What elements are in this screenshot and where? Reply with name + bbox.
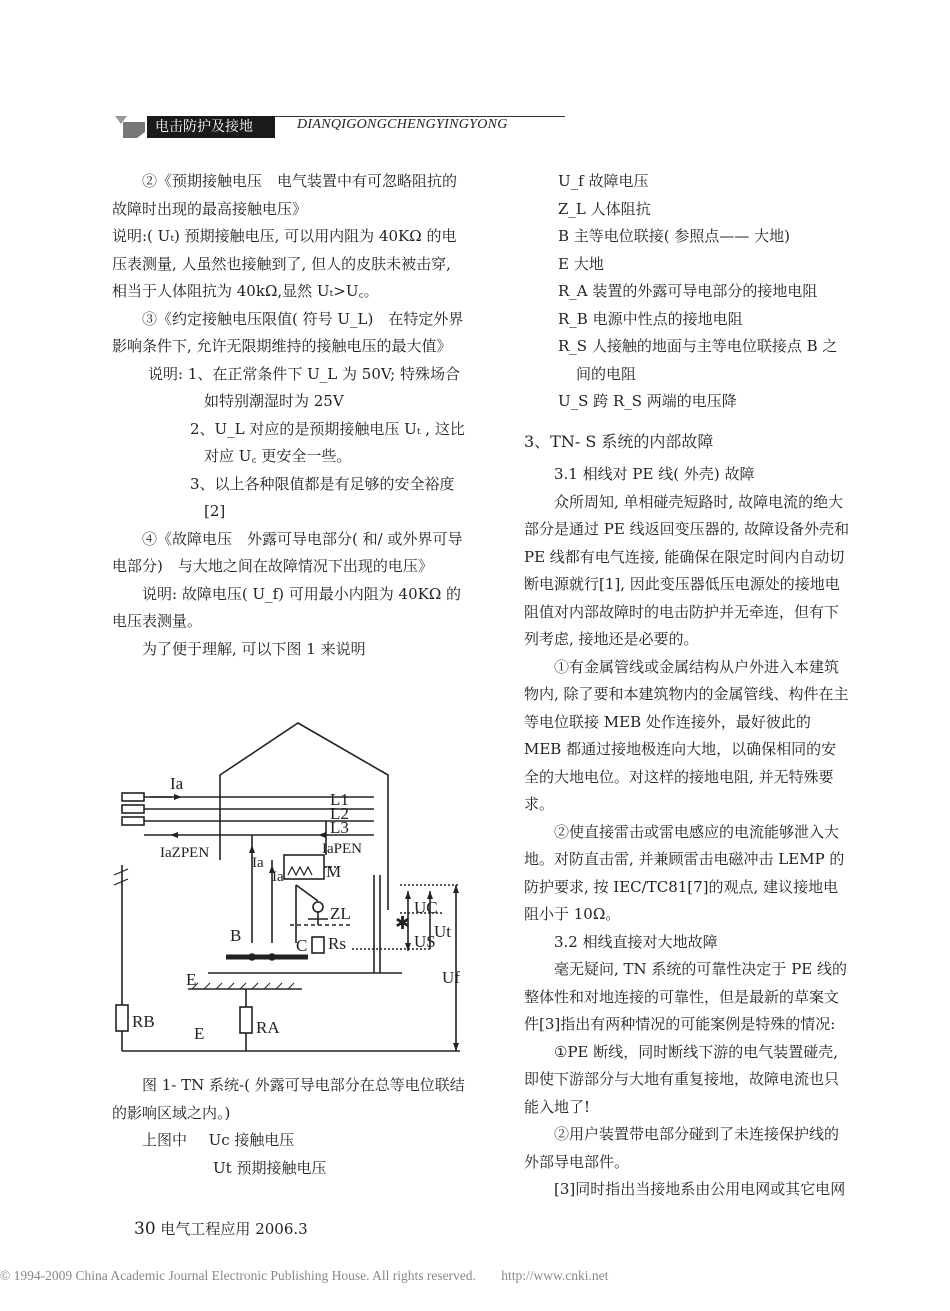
legend-entry: R_S 人接触的地面与主等电位联接点 B 之间的电阻 bbox=[558, 337, 838, 383]
legend-entry: R_B 电源中性点的接地电阻 bbox=[558, 309, 743, 328]
arrow-ia-pen bbox=[170, 832, 178, 838]
legend-entry: R_A 装置的外露可导电部分的接地电阻 bbox=[558, 282, 818, 300]
journal-issue: 电气工程应用 2006.3 bbox=[160, 1220, 308, 1238]
building-outline bbox=[220, 723, 388, 910]
legend-entry: Z_L 人体阻抗 bbox=[558, 199, 651, 218]
paragraph: 说明:( Uₜ) 预期接触电压, 可以用内阻为 40KΩ 的电压表测量, 人虽然也接触到了, 但人的皮肤未被击穿, 相当于人体阻抗为 40kΩ,显然 Uₜ>U꜀。 bbox=[112, 227, 457, 300]
label-b: B bbox=[230, 926, 242, 945]
label-uc: UC bbox=[414, 898, 438, 917]
paragraph: [3]同时指出当接地系由公用电网或其它电网 bbox=[554, 1180, 846, 1198]
legend-intro: 上图中 bbox=[142, 1131, 188, 1149]
header-section-label: 电击防护及接地 bbox=[147, 116, 275, 138]
subsection-heading: 3.2 相线直接对大地故障 bbox=[554, 932, 718, 951]
label-e-top: E bbox=[186, 970, 197, 989]
label-ia-appliance: Ia bbox=[272, 869, 284, 885]
resistor-ra bbox=[240, 1007, 252, 1033]
paragraph: 说明: 故障电压( U_f) 可用最小内阻为 40KΩ 的电压表测量。 bbox=[112, 584, 462, 630]
copyright-notice bbox=[0, 1268, 950, 1284]
transformer-terminal bbox=[122, 817, 144, 825]
legend-entry: U_f 故障电压 bbox=[558, 172, 649, 190]
legend-entry: U_S 跨 R_S 两端的电压降 bbox=[558, 392, 737, 410]
page-number: 30 bbox=[134, 1219, 156, 1239]
label-ra: RA bbox=[256, 1018, 280, 1037]
paragraph: ②用户装置带电部分碰到了未连接保护线的外部导电部件。 bbox=[524, 1125, 840, 1171]
paragraph: ②《预期接触电压 电气装置中有可忽略阻抗的故障时出现的最高接触电压》 bbox=[112, 172, 458, 218]
label-zl: ZL bbox=[330, 904, 351, 923]
right-column bbox=[524, 168, 850, 1204]
header-ornament-icon bbox=[115, 116, 145, 138]
label-ia: Ia bbox=[170, 774, 184, 793]
tn-system-diagram bbox=[112, 715, 469, 1065]
label-ut: Ut bbox=[434, 922, 451, 941]
transformer-terminal bbox=[122, 793, 144, 801]
legend-text: 预期接触电压 bbox=[236, 1158, 327, 1177]
label-rs: Rs bbox=[328, 934, 346, 953]
copyright-text: © 1994-2009 China Academic Journal Electronic Publishing House. All rights reserved. bbox=[0, 1268, 476, 1283]
label-uf: Uf bbox=[442, 968, 460, 987]
figure-caption: 图 1- TN 系统-( 外露可导电部分在总等电位联结的影响区域之内。) bbox=[112, 1076, 465, 1122]
label-us: US bbox=[414, 932, 436, 951]
paragraph: ②使直接雷击或雷电感应的电流能够泄入大地。对防直击雷, 并兼顾雷击电磁冲击 LEMP 的防护要求, 按 IEC/TC81[7]的观点, 建议接地电阻小于 10Ω。 bbox=[524, 822, 845, 923]
paragraph: ④《故障电压 外露可导电部分( 和/ 或外界可导电部分) 与大地之间在故障情况下出现的电压》 bbox=[112, 529, 463, 575]
header-journal-pinyin: DIANQIGONGCHENGYINGYONG bbox=[297, 117, 508, 132]
label-l3: L3 bbox=[330, 818, 349, 837]
paragraph: ①有金属管线或金属结构从户外进入本建筑物内, 除了要和本建筑物内的金属管线、构件在主等电位联接 MEB 处作连接外，最好彼此的 MEB 都通过接地极连向大地，以确保相同的安全的大地电位。对这样的接地电阻, 并无特殊要求。 bbox=[524, 657, 849, 813]
label-ia-pen: IaPEN bbox=[322, 841, 362, 857]
label-l2: L2 bbox=[330, 804, 349, 823]
resistor-rs bbox=[312, 937, 324, 953]
subsection-heading: 3.1 相线对 PE 线( 外壳) 故障 bbox=[554, 465, 755, 483]
paragraph: 毫无疑问, TN 系统的可靠性决定于 PE 线的整体性和对地连接的可靠性，但是最新的草案文件[3]指出有两种情况的可能案例是特殊的情况: bbox=[524, 960, 848, 1033]
label-ia-zpen: IaZPEN bbox=[160, 845, 210, 861]
legend-text: 接触电压 bbox=[234, 1131, 295, 1149]
label-e: E bbox=[194, 1024, 205, 1043]
label-c: C bbox=[296, 936, 308, 955]
transformer-terminal bbox=[122, 805, 144, 813]
page-footer bbox=[134, 1218, 308, 1239]
paragraph: ①PE 断线，同时断线下游的电气装置碰壳, 即使下游部分与大地有重复接地，故障电流也只能入地了! bbox=[524, 1042, 840, 1116]
legend-entry: E 大地 bbox=[558, 254, 604, 273]
svg-text:✱: ✱ bbox=[395, 913, 411, 933]
legend-symbol: Ut bbox=[213, 1158, 232, 1177]
running-header bbox=[115, 116, 565, 138]
label-ia-drop: Ia bbox=[252, 855, 264, 871]
note-item: 说明: 1、在正常条件下 U_L 为 50V; 特殊场合如特别潮湿时为 25V bbox=[148, 364, 461, 410]
label-l1: L1 bbox=[330, 790, 349, 809]
figure-caption-block bbox=[112, 1072, 469, 1182]
legend-entry: B 主等电位联接( 参照点—— 大地) bbox=[558, 227, 791, 245]
label-m: M bbox=[326, 862, 342, 881]
left-column bbox=[112, 168, 469, 663]
resistor-rb bbox=[116, 1005, 128, 1031]
note-item: 3、以上各种限值都是有足够的安全裕度[2] bbox=[190, 474, 455, 520]
paragraph: 众所周知, 单相碰壳短路时, 故障电流的绝大部分是通过 PE 线返回变压器的, 故障设备外壳和 PE 线都有电气连接, 能确保在限定时间内自动切断电源就行[1], 因此变压器低压电源处的接地电阻值对内部故障时的电击防护并无牵连，但有下列考虑, 接地还是必要的。 bbox=[524, 492, 850, 648]
label-rb: RB bbox=[132, 1012, 155, 1031]
paragraph: ③《约定接触电压限值( 符号 U_L) 在特定外界影响条件下, 允许无限期维持的接触电压的最大值》 bbox=[112, 309, 464, 355]
arrow-ia bbox=[174, 794, 182, 800]
cnki-link[interactable]: http://www.cnki.net bbox=[501, 1268, 609, 1283]
paragraph: 为了便于理解, 可以下图 1 来说明 bbox=[142, 639, 366, 658]
note-item: 2、U_L 对应的是预期接触电压 Uₜ , 这比对应 U꜀ 更安全一些。 bbox=[190, 419, 465, 465]
section-heading: 3、TN- S 系统的内部故障 bbox=[524, 431, 714, 451]
legend-symbol: Uc bbox=[208, 1131, 230, 1149]
person-head bbox=[313, 902, 323, 912]
